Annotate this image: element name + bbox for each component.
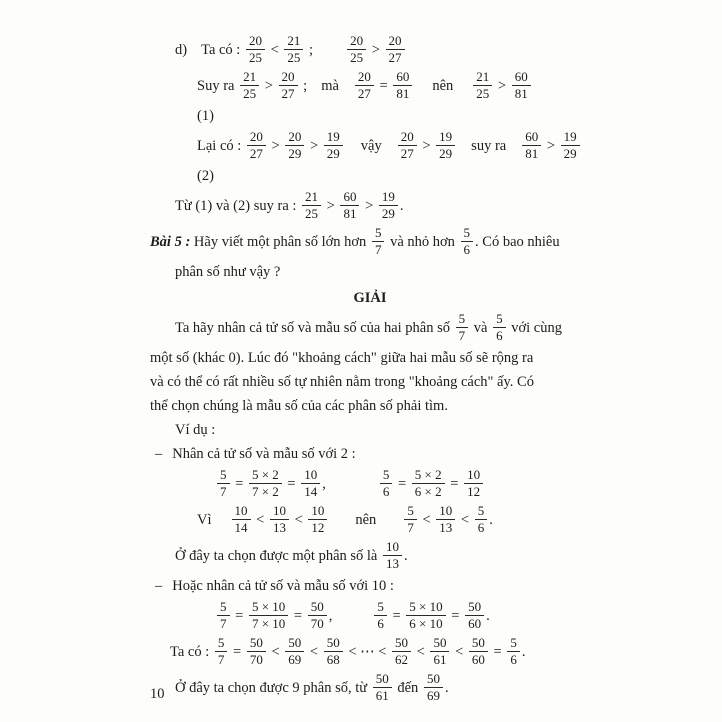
fraction-numerator: 10	[383, 540, 402, 556]
fraction-denominator: 6	[510, 652, 517, 667]
para-line-2	[150, 348, 590, 369]
spacer	[345, 146, 361, 147]
fraction-denominator: 60	[471, 652, 485, 667]
spacer	[453, 86, 471, 87]
bullet-multiply-10	[155, 576, 590, 597]
fraction-numerator: 50	[324, 636, 343, 652]
spacer	[339, 86, 353, 87]
problem-5-line-2	[175, 262, 590, 283]
fraction	[217, 600, 230, 631]
fraction-numerator: 50	[308, 600, 327, 616]
fraction-numerator: 19	[379, 190, 398, 206]
text: nên	[355, 511, 377, 528]
para-line-4	[150, 396, 590, 417]
conclusion-line	[175, 190, 590, 223]
text: < ⋯ <	[344, 643, 391, 660]
text: thể chọn chúng là mẫu số của các phân số phải tìm.	[150, 398, 448, 414]
fraction	[285, 130, 304, 161]
fraction-denominator: 29	[563, 146, 577, 161]
fraction-denominator: 27	[400, 146, 414, 161]
fraction-numerator: 50	[285, 636, 304, 652]
fraction	[249, 600, 288, 631]
text: =	[290, 607, 306, 624]
fraction-numerator: 5	[404, 504, 417, 520]
fraction-denominator: 29	[326, 146, 340, 161]
problem-5-line-1	[150, 226, 590, 259]
text: (2)	[197, 168, 214, 184]
text: <	[457, 511, 473, 528]
fraction-numerator: 5	[217, 600, 230, 616]
fraction	[424, 672, 443, 703]
fraction-denominator: 81	[514, 86, 528, 101]
fraction-numerator: 5	[461, 226, 474, 242]
fraction-numerator: 50	[392, 636, 411, 652]
fraction-denominator: 25	[243, 86, 257, 101]
bullet-multiply-2	[155, 444, 590, 465]
text: =	[231, 475, 247, 492]
fraction-denominator: 6 × 2	[414, 484, 442, 499]
fraction	[383, 540, 402, 571]
fraction-numerator: 60	[340, 190, 359, 206]
text: một số (khác 0). Lúc đó "khoảng cách" giữa hai mẫu số sẽ rộng ra	[150, 350, 534, 366]
text: .	[444, 679, 449, 696]
fraction	[386, 34, 405, 65]
fraction-numerator: 10	[270, 504, 289, 520]
fraction	[512, 70, 531, 101]
fraction-numerator: 10	[301, 468, 320, 484]
fraction	[246, 34, 265, 65]
page-number: 10	[150, 686, 165, 702]
text: <	[290, 511, 307, 528]
text: mà	[321, 77, 339, 94]
text: <	[267, 643, 284, 660]
fraction-numerator: 5	[380, 468, 393, 484]
text: và	[470, 319, 492, 336]
text: >	[543, 137, 559, 154]
fraction	[473, 70, 492, 101]
fraction	[393, 70, 412, 101]
fraction-denominator: 6 × 10	[409, 616, 443, 631]
fraction-numerator: 20	[246, 34, 265, 50]
fraction-denominator: 25	[305, 206, 319, 221]
bullet-dash: –	[155, 578, 163, 594]
spacer	[414, 86, 432, 87]
text: <	[418, 511, 435, 528]
fraction-numerator: 10	[308, 504, 327, 520]
fraction	[465, 600, 484, 631]
fraction-numerator: 50	[430, 636, 449, 652]
text: <	[266, 41, 283, 58]
chosen-nine-line	[175, 672, 590, 705]
text: d)	[175, 41, 188, 58]
label-1-line	[197, 106, 590, 127]
fraction-denominator: 27	[388, 50, 402, 65]
text: >	[418, 137, 435, 154]
spacer	[332, 616, 372, 617]
fraction	[340, 190, 359, 221]
solution-heading	[150, 288, 590, 309]
math-multiply-2	[215, 468, 590, 501]
text: =	[283, 475, 300, 492]
label-2-line	[197, 166, 590, 187]
fraction	[464, 468, 483, 499]
fraction-denominator: 27	[249, 146, 263, 161]
fraction-numerator: 19	[436, 130, 455, 146]
fraction-numerator: 5 × 2	[249, 468, 282, 484]
fraction-denominator: 69	[426, 688, 440, 703]
fraction-numerator: 5	[215, 636, 228, 652]
chosen-one-line	[175, 540, 590, 573]
fraction-numerator: 20	[386, 34, 405, 50]
fraction-numerator: 20	[279, 70, 298, 86]
bullet-dash: –	[155, 446, 163, 462]
suy-ra-line	[197, 70, 590, 103]
text: Suy ra	[197, 77, 239, 94]
fraction	[380, 468, 393, 499]
spacer	[326, 484, 378, 485]
fraction-denominator: 6	[377, 616, 384, 631]
fraction-denominator: 7	[217, 652, 225, 667]
fraction-denominator: 13	[439, 520, 453, 535]
fraction-denominator: 81	[343, 206, 357, 221]
fraction	[493, 312, 506, 343]
fraction	[232, 504, 251, 535]
fraction-denominator: 70	[310, 616, 324, 631]
fraction-numerator: 10	[232, 504, 251, 520]
text: ;	[299, 77, 308, 94]
text: Nhân cả tử số và mẫu số với 2 :	[172, 446, 356, 462]
fraction-denominator: 7	[220, 484, 227, 499]
fraction	[240, 70, 259, 101]
fraction	[324, 636, 343, 667]
fraction-denominator: 81	[396, 86, 410, 101]
fraction-numerator: 50	[373, 672, 392, 688]
text: =	[375, 77, 392, 94]
fraction-numerator: 10	[436, 504, 455, 520]
fraction	[324, 130, 343, 161]
text: nên	[432, 77, 454, 94]
text: =	[447, 607, 464, 624]
text: =	[489, 643, 506, 660]
math-vi-nen	[197, 504, 590, 537]
fraction	[284, 34, 303, 65]
fraction-numerator: 5	[493, 312, 506, 328]
text: (1)	[197, 108, 214, 124]
fraction	[215, 636, 228, 667]
fraction	[247, 130, 266, 161]
math-chain-line	[170, 636, 590, 669]
spacer	[307, 86, 321, 87]
fraction-denominator: 6	[463, 242, 471, 257]
text: =	[229, 643, 245, 660]
fraction-numerator: 5	[456, 312, 469, 328]
text: <	[413, 643, 429, 660]
fraction-numerator: 20	[398, 130, 417, 146]
fraction	[379, 190, 398, 221]
fraction-numerator: 21	[473, 70, 492, 86]
fraction-denominator: 7	[407, 520, 414, 535]
fraction-denominator: 25	[287, 50, 301, 65]
fraction	[475, 504, 488, 535]
fraction	[561, 130, 580, 161]
fraction-numerator: 50	[424, 672, 443, 688]
fraction-denominator: 69	[288, 652, 302, 667]
text: Ở đây ta chọn được một phân số là	[175, 547, 381, 564]
fraction-denominator: 7	[220, 616, 227, 631]
fraction-denominator: 60	[468, 616, 482, 631]
text: >	[267, 137, 284, 154]
fraction	[285, 636, 304, 667]
text: Lại có :	[197, 137, 245, 154]
fraction-denominator: 62	[395, 652, 409, 667]
example-label-line	[175, 420, 590, 441]
fraction	[270, 504, 289, 535]
text: >	[361, 197, 377, 214]
fraction-denominator: 25	[248, 50, 262, 65]
fraction	[355, 70, 374, 101]
text: suy ra	[471, 137, 507, 154]
text: .	[489, 511, 493, 528]
text: Hoặc nhân cả tử số và mẫu số với 10 :	[172, 578, 394, 594]
para-line-1	[175, 312, 590, 345]
text: Vì	[197, 511, 212, 528]
fraction-numerator: 21	[240, 70, 259, 86]
text: <	[451, 643, 467, 660]
text: <	[306, 643, 322, 660]
fraction	[461, 226, 474, 257]
fraction	[392, 636, 411, 667]
fraction-numerator: 60	[522, 130, 541, 146]
text: .	[399, 197, 404, 214]
spacer	[162, 454, 172, 455]
text: phân số như vậy ?	[175, 264, 281, 280]
spacer	[212, 520, 230, 521]
fraction-denominator: 25	[350, 50, 364, 65]
fraction	[372, 226, 385, 257]
spacer	[382, 146, 396, 147]
fraction	[406, 600, 445, 631]
text: với cùng	[507, 319, 562, 336]
problem-label: Bài 5 :	[150, 233, 194, 250]
text: =	[446, 475, 463, 492]
fraction-numerator: 5	[475, 504, 488, 520]
fraction-denominator: 27	[357, 86, 371, 101]
fraction-numerator: 60	[512, 70, 531, 86]
spacer	[329, 520, 355, 521]
fraction-numerator: 5 × 10	[406, 600, 445, 616]
document-body	[150, 34, 590, 708]
lai-co-line	[197, 130, 590, 163]
text: >	[323, 197, 339, 214]
fraction	[247, 636, 266, 667]
text: ;	[305, 41, 314, 58]
fraction	[436, 504, 455, 535]
fraction	[507, 636, 520, 667]
fraction-denominator: 7	[458, 328, 466, 343]
fraction-denominator: 12	[467, 484, 481, 499]
fraction-numerator: 50	[247, 636, 266, 652]
fraction	[469, 636, 488, 667]
text: =	[388, 607, 405, 624]
fraction-numerator: 5 × 2	[412, 468, 445, 484]
fraction-denominator: 13	[386, 556, 399, 571]
fraction-numerator: 5 × 10	[249, 600, 288, 616]
text: >	[494, 77, 510, 94]
fraction	[308, 504, 327, 535]
text: và có thể có rất nhiều số tự nhiên nằm trong "khoảng cách" ấy. Có	[150, 374, 534, 390]
fraction-denominator: 27	[281, 86, 295, 101]
spacer	[313, 50, 345, 51]
fraction	[373, 672, 392, 703]
fraction-denominator: 81	[525, 146, 539, 161]
fraction-denominator: 6	[477, 520, 485, 535]
fraction-numerator: 19	[561, 130, 580, 146]
fraction-denominator: 68	[326, 652, 340, 667]
fraction-numerator: 60	[393, 70, 412, 86]
text: Ví dụ :	[175, 422, 216, 438]
text: =	[394, 475, 410, 492]
fraction	[308, 600, 327, 631]
fraction-denominator: 6	[496, 328, 503, 343]
fraction-denominator: 61	[433, 652, 447, 667]
fraction-numerator: 20	[247, 130, 266, 146]
fraction-numerator: 19	[324, 130, 343, 146]
fraction	[412, 468, 445, 499]
fraction-denominator: 29	[288, 146, 302, 161]
fraction	[301, 468, 320, 499]
fraction	[249, 468, 282, 499]
fraction-numerator: 10	[464, 468, 483, 484]
fraction-numerator: 21	[302, 190, 321, 206]
text: Ta có :	[201, 41, 244, 58]
text: >	[306, 137, 322, 154]
text: . Có bao nhiêu	[475, 233, 560, 250]
fraction-numerator: 20	[285, 130, 304, 146]
fraction	[398, 130, 417, 161]
text: >	[261, 77, 277, 94]
text: .	[521, 643, 526, 660]
fraction-numerator: 50	[469, 636, 488, 652]
fraction	[279, 70, 298, 101]
text: >	[368, 41, 384, 58]
spacer	[162, 586, 172, 587]
fraction-denominator: 29	[381, 206, 395, 221]
fraction-denominator: 70	[249, 652, 263, 667]
fraction	[522, 130, 541, 161]
fraction-denominator: 13	[272, 520, 286, 535]
fraction-denominator: 29	[439, 146, 453, 161]
fraction-denominator: 7	[374, 242, 382, 257]
spacer	[376, 520, 402, 521]
spacer	[457, 146, 471, 147]
item-d-line	[175, 34, 590, 67]
fraction-denominator: 14	[234, 520, 248, 535]
text: Ta hãy nhân cả tử số và mẫu số của hai phân số	[175, 319, 454, 336]
fraction-numerator: 5	[217, 468, 230, 484]
fraction	[374, 600, 387, 631]
fraction	[456, 312, 469, 343]
text: ,	[322, 475, 326, 492]
text: đến	[393, 679, 422, 696]
fraction-denominator: 12	[311, 520, 325, 535]
text: Từ (1) và (2) suy ra :	[175, 197, 301, 214]
fraction-denominator: 7 × 2	[251, 484, 279, 499]
fraction-numerator: 50	[465, 600, 484, 616]
fraction	[430, 636, 449, 667]
text: <	[252, 511, 268, 528]
fraction	[217, 468, 230, 499]
fraction-denominator: 61	[375, 688, 389, 703]
text: Hãy viết một phân số lớn hơn	[193, 233, 370, 250]
fraction-denominator: 14	[304, 484, 318, 499]
text: Ở đây ta chọn được 9 phân số, từ	[175, 679, 371, 696]
fraction	[404, 504, 417, 535]
fraction-numerator: 21	[284, 34, 303, 50]
fraction-numerator: 5	[372, 226, 385, 242]
spacer	[187, 50, 201, 51]
spacer	[506, 146, 520, 147]
para-line-3	[150, 372, 590, 393]
math-multiply-10	[215, 600, 590, 633]
text: ,	[328, 607, 333, 624]
fraction-numerator: 20	[347, 34, 366, 50]
fraction-numerator: 5	[374, 600, 387, 616]
fraction-numerator: 20	[355, 70, 374, 86]
fraction	[436, 130, 455, 161]
fraction-numerator: 5	[507, 636, 520, 652]
text: Ta có :	[170, 643, 213, 660]
text: vậy	[360, 137, 382, 154]
fraction-denominator: 6	[382, 484, 390, 499]
text: =	[231, 607, 247, 624]
text: và nhỏ hơn	[386, 233, 459, 250]
fraction	[347, 34, 366, 65]
text: .	[404, 547, 408, 564]
solution-title: GIẢI	[353, 290, 387, 306]
text: .	[486, 607, 490, 624]
fraction	[302, 190, 321, 221]
fraction-denominator: 25	[476, 86, 490, 101]
fraction-denominator: 7 × 10	[251, 616, 286, 631]
